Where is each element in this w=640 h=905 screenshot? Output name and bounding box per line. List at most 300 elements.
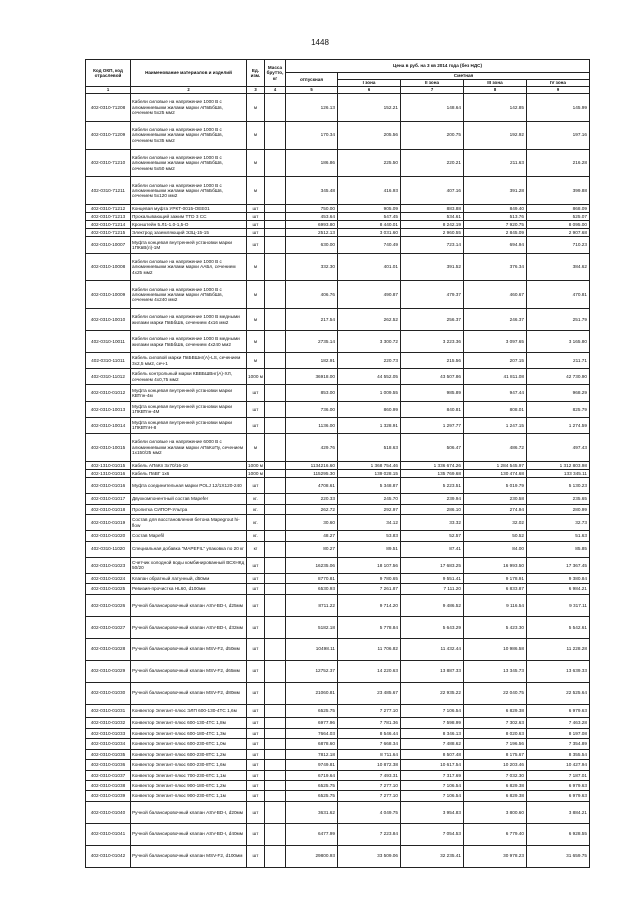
header-zone-3: III зона	[464, 80, 527, 87]
table-row	[86, 801, 590, 823]
cell-zone-2: 840.81	[401, 401, 464, 417]
cell-release-price: 9749.81	[286, 760, 338, 770]
cell-name: Кабель АПвКп 3х70/16-10	[131, 461, 247, 469]
cell-zone-4: 5 130.23	[527, 477, 590, 493]
cell-mass	[265, 531, 286, 541]
cell-zone-3: 7 032.30	[464, 770, 527, 780]
table-row	[86, 401, 590, 417]
cell-zone-1: 1 368 754.46	[338, 461, 401, 469]
col-number: 7	[401, 87, 464, 94]
cell-zone-2: 7 106.54	[401, 791, 464, 801]
cell-zone-1: 89.51	[338, 541, 401, 557]
cell-unit: шт	[247, 573, 265, 583]
cell-unit: м	[247, 331, 265, 353]
cell-name: Ручной балансировочный клапан ASV-BD-I, d40мм	[131, 823, 247, 845]
cell-unit: шт	[247, 739, 265, 749]
cell-name: Клапан обратный латунный, d50мм	[131, 573, 247, 583]
cell-release-price: 182.91	[286, 353, 338, 369]
header-name: Наименование материалов и изделий	[131, 60, 247, 87]
cell-zone-1: 44 552.05	[338, 369, 401, 385]
cell-zone-2: 220.21	[401, 149, 464, 177]
cell-zone-3: 808.01	[464, 401, 527, 417]
cell-unit: кг.	[247, 531, 265, 541]
cell-release-price: 6530.93	[286, 584, 338, 594]
cell-release-price: 4708.61	[286, 477, 338, 493]
table-row	[86, 477, 590, 493]
cell-release-price: 630.00	[286, 237, 338, 253]
cell-name: Кабели силовые на напряжение 1000 В медными жилами марки ПвБбШв, сечением 4х240 мм2	[131, 331, 247, 353]
cell-zone-2: 1 336 674.26	[401, 461, 464, 469]
cell-name: Кабель контрольный марки КВВБШВнг(А)-ХЛ, сечением 4х0,75 мм2	[131, 369, 247, 385]
cell-mass	[265, 469, 286, 477]
cell-zone-4: 31 659.75	[527, 845, 590, 867]
cell-zone-4: 9 317.11	[527, 594, 590, 616]
cell-zone-3: 30 978.23	[464, 845, 527, 867]
cell-zone-2: 10 617.54	[401, 760, 464, 770]
cell-zone-2: 534.61	[401, 213, 464, 221]
cell-zone-1: 7 277.10	[338, 704, 401, 718]
cell-name: Конвектор Элегант-плюс 600-230-8ТС 1,2м	[131, 749, 247, 759]
table-row	[86, 121, 590, 149]
cell-mass	[265, 385, 286, 401]
cell-zone-1: 34.12	[338, 514, 401, 530]
cell-unit: шт	[247, 417, 265, 433]
cell-unit: м	[247, 353, 265, 369]
cell-mass	[265, 823, 286, 845]
table-row	[86, 573, 590, 583]
cell-code: 402-0310-71209	[86, 121, 131, 149]
cell-zone-3: 22 040.75	[464, 682, 527, 704]
cell-zone-1: 4 049.75	[338, 801, 401, 823]
cell-name: Кабели силовые на напряжение 1000 В медными жилами марки ПвБбШв, сечением 4х16 мм2	[131, 309, 247, 331]
cell-mass	[265, 353, 286, 369]
cell-zone-4: 145.99	[527, 94, 590, 122]
cell-name: Кабели силовые на напряжение 1000 В с алюминиевыми жилами марки ААБл, сечением 4х25 мм2	[131, 253, 247, 281]
cell-zone-4: 8 355.54	[527, 749, 590, 759]
cell-mass	[265, 616, 286, 638]
table-row	[86, 253, 590, 281]
table-row	[86, 682, 590, 704]
cell-code: 402-0310-10013	[86, 401, 131, 417]
cell-zone-1: 7 493.31	[338, 770, 401, 780]
cell-code: 402-0310-01035	[86, 749, 131, 759]
cell-mass	[265, 801, 286, 823]
cell-zone-3: 3 800.60	[464, 801, 527, 823]
cell-zone-2: 33.32	[401, 514, 464, 530]
table-row	[86, 541, 590, 557]
table-row	[86, 469, 590, 477]
cell-mass	[265, 638, 286, 660]
cell-zone-1: 8 711.64	[338, 749, 401, 759]
cell-zone-4: 216.28	[527, 149, 590, 177]
table-row	[86, 780, 590, 790]
cell-unit: шт	[247, 823, 265, 845]
cell-mass	[265, 504, 286, 514]
cell-zone-1: 245.70	[338, 494, 401, 504]
header-estimate-group: Сметная	[338, 73, 590, 80]
cell-unit: м	[247, 434, 265, 462]
cell-mass	[265, 213, 286, 221]
cell-release-price: 10498.11	[286, 638, 338, 660]
table-row	[86, 221, 590, 229]
cell-name: Кабели силовые на напряжение 1000 В с алюминиевыми жилами марки АПвБбШв, сечением 4х240 мм2	[131, 281, 247, 309]
cell-name: Конвектор Элегант-плюс 900-180-6ТС 1,2м	[131, 780, 247, 790]
table-row	[86, 281, 590, 309]
cell-unit: шт	[247, 791, 265, 801]
cell-release-price: 6977.96	[286, 718, 338, 728]
cell-zone-2: 8 507.48	[401, 749, 464, 759]
cell-zone-3: 5 019.79	[464, 477, 527, 493]
cell-code: 402-0310-10009	[86, 281, 131, 309]
cell-zone-1: 139 028.15	[338, 469, 401, 477]
cell-zone-3: 376.34	[464, 253, 527, 281]
table-row	[86, 770, 590, 780]
cell-zone-3: 230.58	[464, 494, 527, 504]
cell-zone-4: 280.99	[527, 504, 590, 514]
cell-zone-3: 246.37	[464, 309, 527, 331]
table-row	[86, 638, 590, 660]
cell-name: Ручной балансировочный клапан ASV-BD-I, d25мм	[131, 594, 247, 616]
cell-zone-3: 7 920.75	[464, 221, 527, 229]
cell-code: 402-0310-01018	[86, 504, 131, 514]
table-row	[86, 791, 590, 801]
cell-name: Состав Mapefil	[131, 531, 247, 541]
cell-zone-1: 905.09	[338, 205, 401, 213]
cell-zone-3: 1 284 545.97	[464, 461, 527, 469]
cell-zone-4: 8 197.08	[527, 728, 590, 738]
cell-code: 402-0310-10011	[86, 331, 131, 353]
cell-unit: шт	[247, 477, 265, 493]
cell-unit: м	[247, 253, 265, 281]
cell-code: 402-0310-01038	[86, 780, 131, 790]
cell-zone-3: 207.15	[464, 353, 527, 369]
table-row	[86, 514, 590, 530]
cell-unit: шт	[247, 385, 265, 401]
cell-zone-2: 9 486.52	[401, 594, 464, 616]
cell-unit: 1000 м	[248, 470, 263, 476]
cell-unit: шт	[247, 760, 265, 770]
cell-zone-2: 391.52	[401, 253, 464, 281]
cell-zone-1: 740.49	[338, 237, 401, 253]
cell-zone-4: 6 979.63	[527, 791, 590, 801]
cell-name: Ручной балансировочный клапан ASV-BD-I, d20мм	[131, 801, 247, 823]
cell-unit: шт	[247, 229, 265, 237]
cell-zone-2: 7 317.69	[401, 770, 464, 780]
table-row	[86, 461, 590, 469]
cell-zone-3: 274.94	[464, 504, 527, 514]
cell-mass	[265, 770, 286, 780]
cell-zone-4: 17 367.45	[527, 557, 590, 573]
cell-name: Муфта концевая внутренней установки марки КВТпн-4м	[131, 385, 247, 401]
cell-release-price: 2512.13	[286, 229, 338, 237]
cell-release-price: 6993.80	[286, 221, 338, 229]
table-row	[86, 229, 590, 237]
cell-name: Кабели силовые на напряжение 1000 В с алюминиевыми жилами марки АПвБбШв, сечением 5х120 мм2	[131, 177, 247, 205]
cell-name: Электрод заземляющий ЭЗЦ-15-15	[131, 229, 247, 237]
cell-release-price: 6525.75	[286, 780, 338, 790]
cell-code: 402-0310-71210	[86, 149, 131, 177]
cell-release-price: 332.30	[286, 253, 338, 281]
cell-release-price: 6525.75	[286, 704, 338, 718]
cell-mass	[265, 149, 286, 177]
cell-mass	[265, 739, 286, 749]
cell-code: 402-1310-01015	[86, 461, 131, 469]
cell-code: 402-0310-01024	[86, 573, 131, 583]
header-price-group: Цена в руб. на 3 кв 2014 года (без НДС)	[286, 60, 590, 73]
cell-zone-3: 5 423.30	[464, 616, 527, 638]
cell-zone-3: 6 829.38	[464, 791, 527, 801]
cell-code: 402-0310-01034	[86, 739, 131, 749]
table-row	[86, 353, 590, 369]
cell-mass	[265, 434, 286, 462]
cell-zone-2: 87.41	[401, 541, 464, 557]
cell-release-price: 8770.81	[286, 573, 338, 583]
cell-mass	[265, 477, 286, 493]
cell-code: 402-0310-11012	[86, 369, 131, 385]
cell-zone-3: 84.00	[464, 541, 527, 557]
cell-mass	[265, 221, 286, 229]
cell-name: Конвектор Элегант-плюс 900-230-6ТС 1,1м	[131, 791, 247, 801]
cell-zone-2: 17 683.25	[401, 557, 464, 573]
cell-release-price: 170.34	[286, 121, 338, 149]
cell-release-price: 7664.03	[286, 728, 338, 738]
cell-code: 402-0310-01036	[86, 760, 131, 770]
cell-zone-1: 490.87	[338, 281, 401, 309]
cell-zone-4: 470.81	[527, 281, 590, 309]
cell-zone-4: 868.09	[527, 205, 590, 213]
cell-name: Муфта концевая внутренней установки марки 1ПКвВ(л)-1М	[131, 237, 247, 253]
cell-zone-1: 18 107.56	[338, 557, 401, 573]
cell-code: 402-0310-01029	[86, 660, 131, 682]
cell-zone-1: 7 261.87	[338, 584, 401, 594]
cell-zone-1: 416.93	[338, 177, 401, 205]
cell-mass	[265, 417, 286, 433]
cell-zone-2: 2 960.55	[401, 229, 464, 237]
table-row	[86, 660, 590, 682]
cell-mass	[265, 514, 286, 530]
cell-mass	[265, 573, 286, 583]
cell-mass	[265, 309, 286, 331]
cell-release-price: 48.27	[286, 531, 338, 541]
table-row	[86, 434, 590, 462]
cell-release-price: 126.13	[286, 94, 338, 122]
cell-zone-1: 401.01	[338, 253, 401, 281]
cell-zone-4: 6 928.55	[527, 823, 590, 845]
cell-zone-4: 825.79	[527, 401, 590, 417]
cell-name: Ручной балансировочный клапан ASV-BD-I, d32мм	[131, 616, 247, 638]
cell-release-price: 7812.18	[286, 749, 338, 759]
col-number: 3	[247, 87, 265, 94]
cell-zone-1: 3 031.60	[338, 229, 401, 237]
cell-zone-3: 6 779.40	[464, 823, 527, 845]
cell-zone-2: 215.56	[401, 353, 464, 369]
cell-zone-4: 211.71	[527, 353, 590, 369]
cell-zone-1: 14 220.63	[338, 660, 401, 682]
cell-zone-3: 1 247.15	[464, 417, 527, 433]
cell-zone-4: 968.29	[527, 385, 590, 401]
cell-mass	[265, 177, 286, 205]
cell-name: Ревизия-прочистка HL60, d100мм	[131, 584, 247, 594]
cell-code: 402-0310-11020	[86, 541, 131, 557]
cell-zone-4: 497.43	[527, 434, 590, 462]
cell-unit: кг.	[247, 514, 265, 530]
cell-zone-3: 50.52	[464, 531, 527, 541]
cell-release-price: 6525.75	[286, 791, 338, 801]
cell-mass	[265, 584, 286, 594]
cell-zone-4: 7 187.01	[527, 770, 590, 780]
table-row	[86, 823, 590, 845]
cell-code: 402-0310-01037	[86, 770, 131, 780]
cell-zone-4: 3 165.80	[527, 331, 590, 353]
cell-mass	[265, 253, 286, 281]
cell-zone-2: 32 235.41	[401, 845, 464, 867]
table-row	[86, 760, 590, 770]
cell-release-price: 2735.14	[286, 331, 338, 353]
cell-zone-1: 547.45	[338, 213, 401, 221]
cell-name: Состав для восстановления бетона Mapegrout hi-flow	[131, 514, 247, 530]
table-row	[86, 369, 590, 385]
header-unit: Ед. изм.	[247, 60, 265, 87]
cell-unit: м	[247, 309, 265, 331]
cell-name: Ручной балансировочный клапан MSV-F2, d65мм	[131, 660, 247, 682]
cell-unit: шт	[247, 801, 265, 823]
cell-release-price: 736.00	[286, 401, 338, 417]
cell-zone-2: 5 223.51	[401, 477, 464, 493]
cell-zone-3: 7 196.56	[464, 739, 527, 749]
cell-release-price: 6878.60	[286, 739, 338, 749]
cell-zone-4: 399.88	[527, 177, 590, 205]
cell-zone-4: 13 639.33	[527, 660, 590, 682]
cell-zone-3: 130 474.68	[464, 469, 527, 477]
cell-zone-3: 8 020.63	[464, 728, 527, 738]
cell-zone-4: 2 907.68	[527, 229, 590, 237]
cell-unit: шт	[247, 845, 265, 867]
cell-zone-1: 205.56	[338, 121, 401, 149]
cell-zone-1: 7 223.84	[338, 823, 401, 845]
cell-unit: м	[247, 149, 265, 177]
cell-zone-2: 43 507.86	[401, 369, 464, 385]
cell-unit: шт	[247, 718, 265, 728]
cell-zone-2: 985.89	[401, 385, 464, 401]
cell-name: Кабель силовой марки ПвБВШнг(А)-LS, сечением 3х2,5 мм2, сеч-1	[131, 353, 247, 369]
cell-name: Кабели силовые на напряжение 1000 В с алюминиевыми жилами марки АПвБбШв, сечением 5х35 мм2	[131, 121, 247, 149]
cell-mass	[265, 660, 286, 682]
header-mass: Масса брутто, кг	[265, 60, 286, 87]
cell-zone-1: 11 706.82	[338, 638, 401, 660]
cell-unit: кг	[247, 541, 265, 557]
cell-mass	[265, 845, 286, 867]
cell-mass	[265, 791, 286, 801]
cell-zone-1: 7 668.34	[338, 739, 401, 749]
table-row	[86, 749, 590, 759]
cell-code: 402-0310-01020	[86, 531, 131, 541]
cell-name: Кабели силовые на напряжение 1000 В с алюминиевыми жилами марки АПвБбШв, сечением 5х50 мм2	[131, 149, 247, 177]
cell-mass	[265, 229, 286, 237]
cell-zone-2: 1 297.77	[401, 417, 464, 433]
cell-zone-4: 7 354.89	[527, 739, 590, 749]
cell-zone-4: 5 542.61	[527, 616, 590, 638]
cell-zone-4: 384.62	[527, 253, 590, 281]
cell-code: 402-0310-01025	[86, 584, 131, 594]
cell-zone-4: 1 312 803.98	[527, 461, 590, 469]
table-row	[86, 94, 590, 122]
cell-release-price: 429.76	[286, 434, 338, 462]
table-row	[86, 504, 590, 514]
cell-zone-4: 1 274.59	[527, 417, 590, 433]
cell-release-price: 115295.30	[286, 469, 338, 477]
cell-unit: шт	[247, 221, 265, 229]
page-number: 1448	[311, 38, 329, 47]
cell-mass	[265, 494, 286, 504]
cell-zone-1: 7 781.36	[338, 718, 401, 728]
cell-code: 402-0310-01023	[86, 557, 131, 573]
cell-code: 402-0310-71211	[86, 177, 131, 205]
cell-name: Муфта соединительная марки POLJ 12/1Х120-240	[131, 477, 247, 493]
cell-code: 402-0310-01017	[86, 494, 131, 504]
cell-zone-3: 6 829.38	[464, 704, 527, 718]
cell-name: Конвектор Элегант-плюс ЭЛП 600-130-4ТС 1,6м	[131, 704, 247, 718]
cell-zone-3: 2 845.09	[464, 229, 527, 237]
cell-zone-2: 7 111.20	[401, 584, 464, 594]
table-row	[86, 494, 590, 504]
cell-zone-2: 3 954.83	[401, 801, 464, 823]
cell-unit: шт	[247, 638, 265, 660]
cell-code: 402-0310-01028	[86, 638, 131, 660]
table-row	[86, 331, 590, 353]
header-zone-4: IV зона	[527, 80, 590, 87]
cell-mass	[265, 718, 286, 728]
cell-zone-2: 883.88	[401, 205, 464, 213]
table-row	[86, 704, 590, 718]
cell-zone-3: 486.72	[464, 434, 527, 462]
cell-code: 402-0310-01030	[86, 682, 131, 704]
cell-unit: 1000 м	[248, 462, 263, 468]
table-row	[86, 557, 590, 573]
cell-unit: шт	[247, 401, 265, 417]
cell-zone-1: 5 348.87	[338, 477, 401, 493]
cell-mass	[265, 237, 286, 253]
cell-name: Кабель ПвВГ 1х6	[131, 469, 247, 477]
cell-zone-3: 6 829.38	[464, 780, 527, 790]
header-code: Код ОКП, код отраслевой	[86, 60, 131, 87]
table-row	[86, 213, 590, 221]
table-row	[86, 309, 590, 331]
cell-unit: шт	[247, 237, 265, 253]
cell-mass	[265, 594, 286, 616]
cell-zone-2: 5 643.29	[401, 616, 464, 638]
cell-zone-3: 32.02	[464, 514, 527, 530]
cell-release-price: 345.48	[286, 177, 338, 205]
cell-zone-4: 6 979.63	[527, 704, 590, 718]
cell-name: Пропитка СИПОР-Ультра	[131, 504, 247, 514]
cell-zone-3: 192.92	[464, 121, 527, 149]
cell-zone-3: 41 811.08	[464, 369, 527, 385]
cell-name: Конвектор Элегант-плюс 600-230-8ТС 1,6м	[131, 760, 247, 770]
cell-zone-4: 7 463.28	[527, 718, 590, 728]
cell-zone-1: 860.99	[338, 401, 401, 417]
cell-code: 402-0310-01039	[86, 791, 131, 801]
cell-zone-2: 8 346.13	[401, 728, 464, 738]
cell-mass	[265, 369, 286, 385]
cell-release-price: 36918.00	[286, 369, 338, 385]
cell-mass	[265, 461, 286, 469]
cell-zone-2: 407.16	[401, 177, 464, 205]
cell-zone-4: 133 345.11	[527, 469, 590, 477]
cell-zone-4: 22 525.64	[527, 682, 590, 704]
cell-code: 402-0310-01031	[86, 704, 131, 718]
cell-mass	[265, 780, 286, 790]
table-row	[86, 594, 590, 616]
